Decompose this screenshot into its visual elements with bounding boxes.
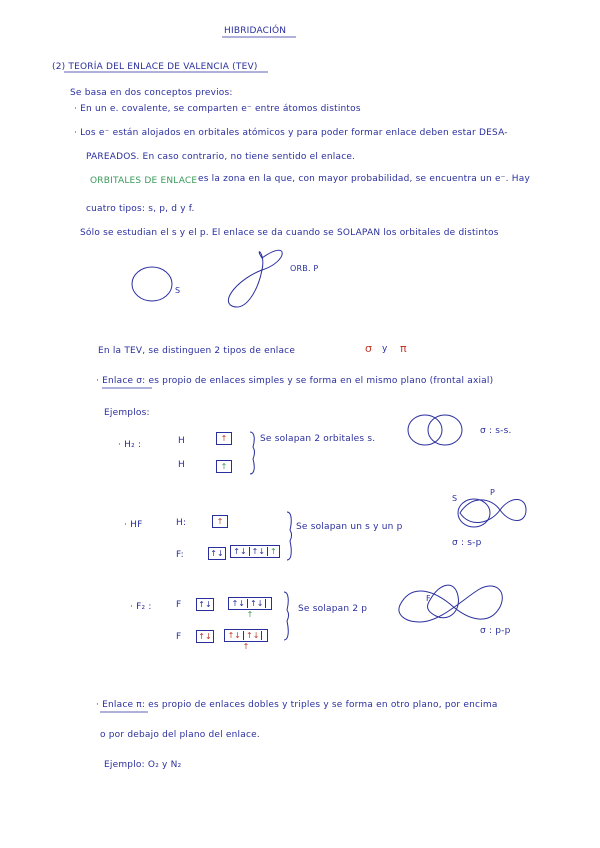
hf-p-label: P [490,488,496,497]
f2-box-a-2s: ↑↓ [196,598,214,611]
text-line-3: · Los e⁻ están alojados en orbitales atómicos y para poder formar enlace deben estar DESA- [74,128,508,138]
s-orbital-circle [132,267,172,301]
h2-label: · H₂ : [118,440,142,450]
h2-atom-b: H [178,460,185,470]
h2-atom-a: H [178,436,185,446]
hf-f: F: [176,550,184,560]
s-orbital-label: S [175,286,181,295]
text-line-9: · Enlace σ: es propio de enlaces simples y se forma en el mismo plano (frontal axial) [96,376,494,386]
hf-p-orbital [460,500,526,523]
brace-h2 [250,432,255,474]
hf-h: H: [176,518,187,528]
hf-result: σ : s-p [452,538,482,548]
f2-result: σ : p-p [480,626,511,636]
p-orbital-lobes [228,250,282,307]
hf-s-label: S [452,494,458,503]
f2-label: · F₂ : [130,602,152,612]
orbitales-de-enlace-term: ORBITALES DE ENLACE [90,176,198,186]
text-line-8: En la TEV, se distinguen 2 tipos de enlace [98,346,296,356]
hf-note: Se solapan un s y un p [296,522,403,532]
text-line-5: es la zona en la que, con mayor probabilidad, se encuentra un e⁻. Hay [198,174,530,184]
sigma-symbol: σ [365,342,373,355]
h2-result: σ : s-s. [480,426,512,436]
pi-symbol: π [400,342,407,355]
f2-orbital-label: F [426,594,431,603]
f2-p-orbital-b [428,585,459,618]
h2-box-b: ↑ [216,460,232,473]
text-line-12: Ejemplo: O₂ y N₂ [104,760,182,770]
and-word: y [382,344,388,354]
text-line-7: Sólo se estudian el s y el p. El enlace se da cuando se SOLAPAN los orbitales de distintos [80,228,499,238]
text-line-6: cuatro tipos: s, p, d y f. [86,204,195,214]
section-heading: (2) TEORÍA DEL ENLACE DE VALENCIA (TEV) [52,62,258,72]
f2-p-orbital-a [399,586,502,622]
h2-box-a: ↑ [216,432,232,445]
text-line-10: · Enlace π: es propio de enlaces dobles y triples y se forma en otro plano, por encima [96,700,498,710]
hf-label: · HF [124,520,143,530]
hf-f-box-2p: ↑↓ ↑↓ ↑ [230,545,280,558]
h2-note: Se solapan 2 orbitales s. [260,434,376,444]
text-line-11: o por debajo del plano del enlace. [100,730,260,740]
hf-h-box: ↑ [212,515,228,528]
p-orbital-label: ORB. P [290,264,319,273]
f2-note: Se solapan 2 p [298,604,368,614]
text-line-1: Se basa en dos conceptos previos: [70,88,233,98]
brace-f2 [284,592,289,640]
page-title: HIBRIDACIÓN [224,26,287,36]
hf-f-box-2s: ↑↓ [208,547,226,560]
text-line-4: PAREADOS. En caso contrario, no tiene sentido el enlace. [86,152,356,162]
h2-orbital-right [428,415,462,445]
f2-box-b-2s: ↑↓ [196,630,214,643]
ejemplos-label: Ejemplos: [104,408,150,418]
f2-box-a-2p: ↑↓ ↑↓↑ [228,597,272,610]
text-line-2: · En un e. covalente, se comparten e⁻ entre átomos distintos [74,104,361,114]
f2-atom-b: F [176,632,182,642]
f2-atom-a: F [176,600,182,610]
brace-hf [287,512,292,560]
h2-orbital-left [408,415,442,445]
f2-box-b-2p: ↑↓ ↑↓↑ [224,629,268,642]
